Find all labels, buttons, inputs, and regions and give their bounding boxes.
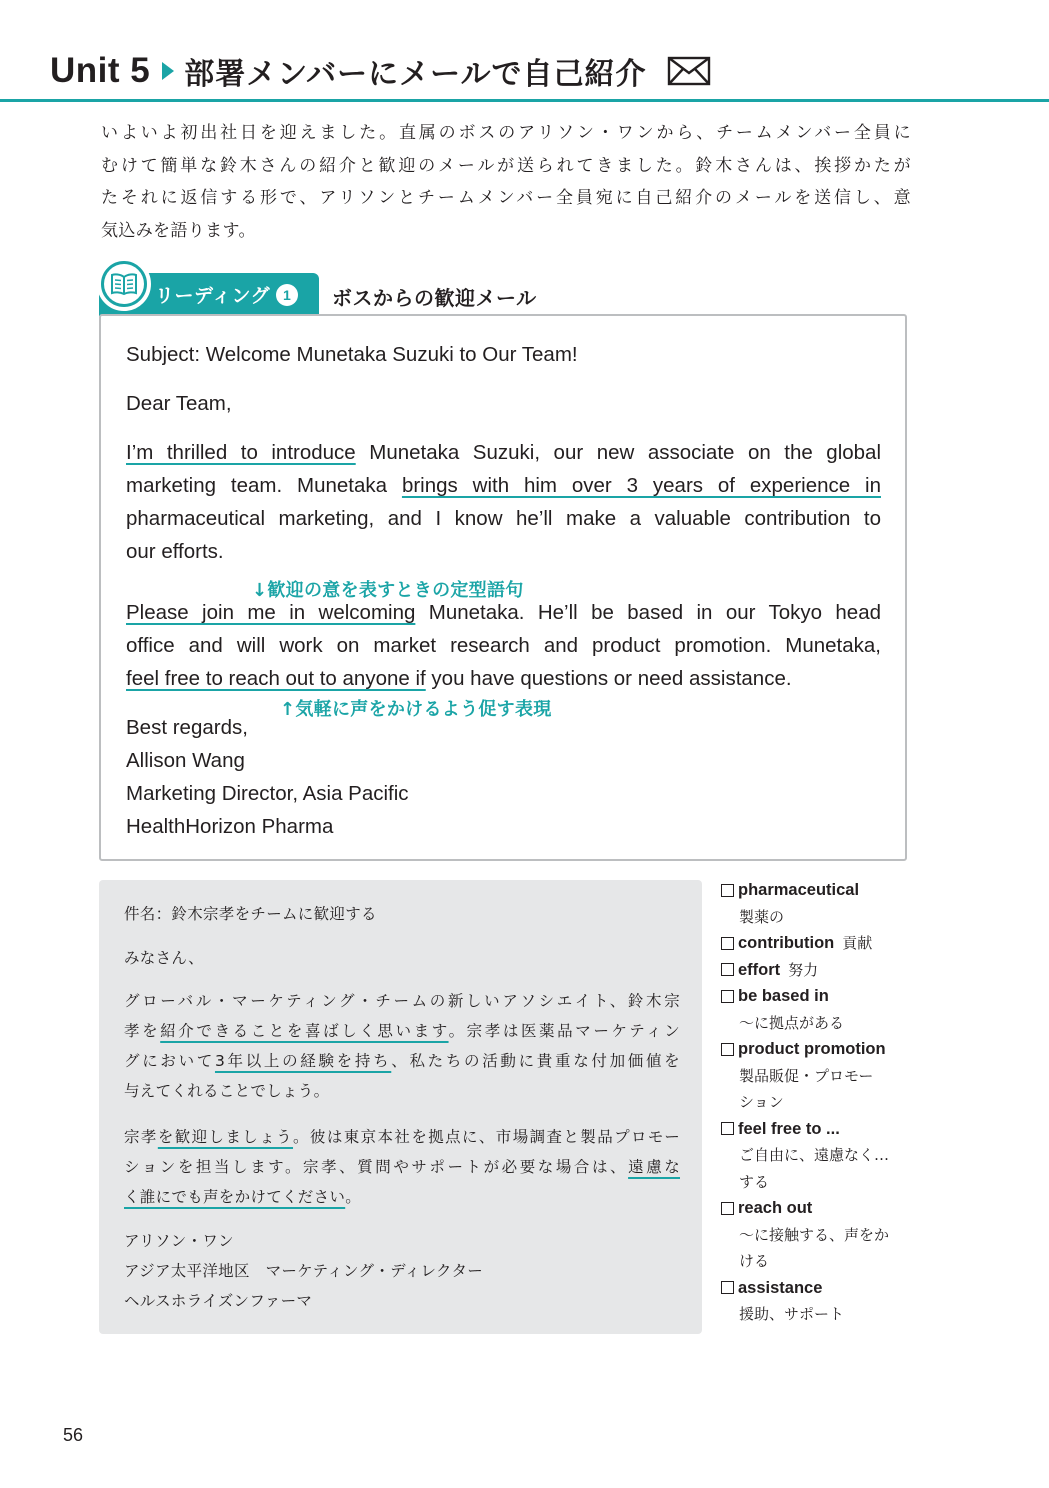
section-heading: ボスからの歓迎メール [332,286,537,310]
email-greeting: Dear Team, [126,392,232,415]
envelope-icon [667,56,711,86]
key-phrase: を歓迎しましょう [157,1128,294,1146]
vocab-meaning: 援助、サポート [739,1305,845,1323]
checkbox-icon [721,990,734,1003]
email-signature [126,711,881,843]
annotation-reach-out: ↑気軽に声をかけるよう促す表現 [280,699,552,720]
translation-sig-name: アリソン・ワン [124,1232,234,1250]
title-rule [0,99,1049,102]
email-line: our efforts. [126,540,224,563]
translation-signature [124,1226,680,1316]
checkbox-icon [721,1043,734,1056]
text-span: 、私たちの活動に貴重な付加価値を [391,1052,680,1070]
key-phrase: く誰にでも声をかけてください [124,1188,346,1206]
translation-sig-company: ヘルスホライズンファーマ [124,1292,313,1310]
translation-line [124,1046,680,1076]
checkbox-icon [721,1122,734,1135]
vocab-item [721,983,921,1036]
vocab-term: reach out [738,1199,813,1217]
email-line [126,469,881,502]
vocab-item [721,877,921,930]
vocab-item [721,1036,921,1116]
vocab-term: pharmaceutical [738,881,860,899]
intro-paragraph [101,117,911,247]
unit-label: Unit 5 [50,51,151,90]
intro-line: いよいよ初出社日を迎えました。直属のボスのアリソン・ワンから、チームメンバー全員に [101,123,911,143]
intro-line: むけて簡単な鈴木さんの紹介と歓迎のメールが送られてきました。鈴木さんは、挨拶かたが [101,155,911,176]
key-phrase: 紹介できることを喜ばしく思います [160,1022,449,1040]
email-paragraph-1 [126,436,881,568]
vocab-meaning: ション [739,1093,784,1111]
tab-label-text: リーディング [155,285,271,307]
translation-paragraph-1 [124,986,680,1106]
email-line [126,662,881,695]
translation-line [124,1152,680,1182]
translation-line [124,1122,680,1152]
page-number: 56 [63,1425,84,1445]
text-span: グにおいて [124,1052,215,1070]
vocab-meaning: ～に拠点がある [739,1013,845,1032]
email-line: pharmaceutical marketing, and I know he’ll make a valuable contribution to [126,507,881,530]
key-phrase: feel free to reach out to anyone if [126,667,426,690]
vocab-meaning: 努力 [788,960,819,979]
intro-line: 気込みを語ります。 [101,220,256,241]
vocab-term: assistance [738,1278,823,1297]
vocab-term: be based in [738,987,829,1005]
vocabulary-list [721,877,921,1328]
key-phrase: brings with him over 3 years of experience in [401,474,881,497]
translation-sig-title: アジア太平洋地区 マーケティング・ディレクター [124,1262,484,1280]
text-span: 孝を [124,1022,161,1040]
email-line: office and will work on market research and product promotion. Munetaka, [126,634,881,657]
vocab-item [721,1195,921,1275]
vocab-meaning: する [739,1172,770,1191]
text-span: 宗孝 [124,1128,158,1146]
signature-name: Allison Wang [126,749,245,772]
text-span: you have questions or need assistance. [425,667,792,690]
email-subject: Subject: Welcome Munetaka Suzuki to Our Team! [126,343,578,366]
translation-line: グローバル・マーケティング・チームの新しいアソシエイト、鈴木宗 [124,992,680,1010]
page-title [50,46,711,96]
vocab-meaning: 製薬の [739,907,785,926]
text-span: 。 [345,1188,362,1206]
checkbox-icon [721,1202,734,1215]
vocab-meaning: ご自由に、遠慮なく… [739,1146,890,1164]
email-line [126,596,881,629]
vocab-meaning: 製品販促・プロモー [739,1066,874,1085]
tab-icon-circle [97,257,151,311]
text-span: Munetaka. He’ll be based in our Tokyo head [415,601,881,624]
annotation-welcome: ↓歓迎の意を表すときの定型語句 [252,580,524,601]
translation-line [124,1182,680,1212]
vocab-item [721,1116,921,1196]
email-line [126,436,881,469]
checkbox-icon [721,1281,734,1294]
unit-title: 部署メンバーにメールで自己紹介 [184,57,647,92]
key-phrase: 遠慮な [628,1158,680,1176]
intro-line: たそれに返信する形で、アリソンとチームメンバー全員宛に自己紹介のメールを送信し、意 [101,188,911,208]
section-tab-label [155,281,298,308]
vocab-meaning: 貢献 [842,934,873,952]
translation-line: 与えてくれることでしょう。 [124,1082,330,1100]
translation-greeting: みなさん、 [124,949,204,967]
checkbox-icon [721,884,734,897]
tab-number-badge: 1 [276,284,298,306]
vocab-meaning: ～に接触する、声をか [739,1225,890,1244]
book-icon [110,272,138,296]
translation-line [124,1016,680,1046]
vocab-term: feel free to ... [738,1119,840,1138]
text-span: ションを担当します。宗孝、質問やサポートが必要な場合は、 [124,1158,629,1176]
vocab-term: effort [738,960,781,979]
translation-subject: 件名：鈴木宗孝をチームに歓迎する [124,905,377,923]
vocab-meaning: ける [739,1252,770,1270]
vocab-term: contribution [738,934,835,952]
text-span: marketing team. Munetaka [126,474,402,497]
vocab-item [721,1275,921,1328]
checkbox-icon [721,937,734,950]
text-span: 。彼は東京本社を拠点に、市場調査と製品プロモー [293,1128,680,1146]
triangle-icon [162,62,174,80]
vocab-item [721,957,921,984]
signature-company: HealthHorizon Pharma [126,815,334,838]
vocab-term: product promotion [738,1040,886,1058]
key-phrase: I’m thrilled to introduce [126,441,356,464]
text-span: 。宗孝は医薬品マーケティン [448,1022,681,1040]
email-paragraph-2 [126,596,881,695]
text-span: Munetaka Suzuki, our new associate on the global [355,441,882,464]
checkbox-icon [721,963,734,976]
key-phrase: 3年以上の経験を持ち [214,1052,392,1070]
translation-paragraph-2 [124,1122,680,1212]
signature-title: Marketing Director, Asia Pacific [126,782,409,805]
key-phrase: Please join me in welcoming [126,601,416,624]
vocab-item [721,930,921,957]
email-closing: Best regards, [126,716,248,739]
